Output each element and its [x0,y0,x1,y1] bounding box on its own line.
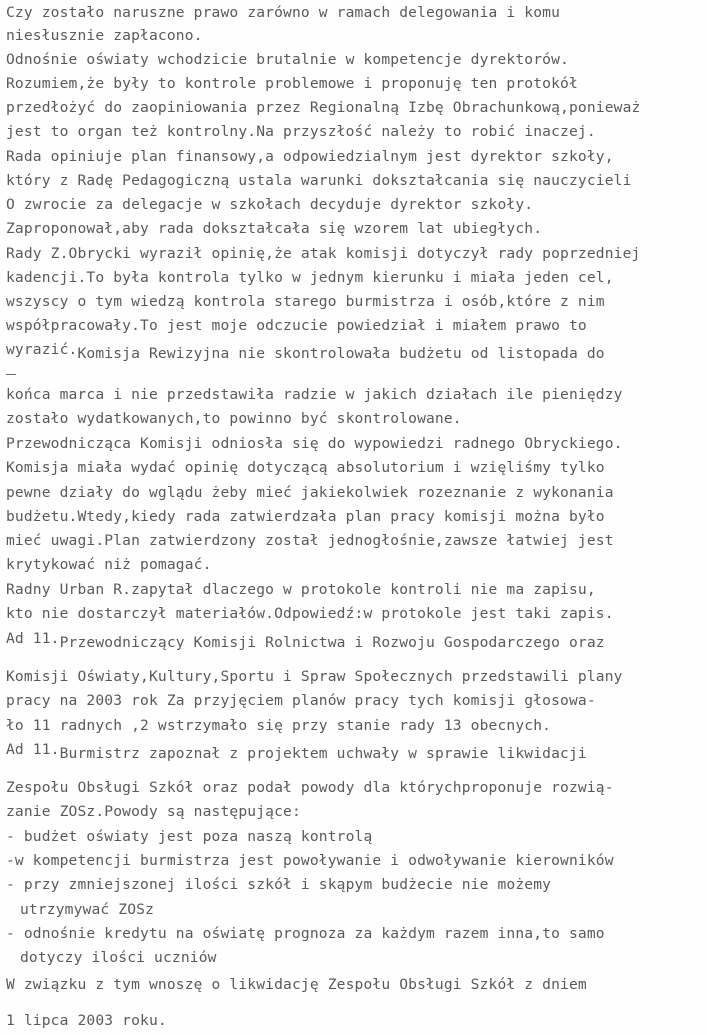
text-line: budżetu.Wtedy,kiedy rada zatwierdzała plan pracy komisji można było [6,508,605,525]
list-item: - budżet oświaty jest poza naszą kontrolą [6,828,373,845]
list-item: - odnośnie kredytu na oświatę prognoza za każdym razem inna,to samo [6,925,605,942]
text-line: który z Radę Pedagogiczną ustala warunki dokształcania się nauczycieli [6,172,632,189]
text-line: końca marca i nie przedstawiła radzie w jakich działach ile pieniędzy [6,386,623,403]
list-item: -w kompetencji burmistrza jest powoływanie i odwoływanie kierowników [6,852,614,869]
agenda-item-ad-11 [6,630,605,651]
text-line: zostało wydatkowanych,to powinno być skontrolowane. [6,410,462,427]
text-line: mieć uwagi.Plan zatwierdzony został jednogłośnie,zawsze łatwiej jest [6,532,614,549]
text-line: kto nie dostarczył materiałów.Odpowiedź:w protokole jest taki zapis. [6,605,614,622]
text-line: współpracowały.To jest moje odczucie powiedział i miałem prawo to [6,317,587,334]
typed-dash-mark [6,374,16,375]
text-line: W związku z tym wnoszę o likwidację Zespołu Obsługi Szkół z dniem [6,976,587,993]
text-line: Rady Z.Obrycki wyraził opinię,że atak komisji dotyczył rady poprzedniej [6,245,641,262]
text-line: Rozumiem,że były to kontrole problemowe i proponuję ten protokół [6,75,578,92]
text-line: jest to organ też kontrolny.Na przyszłość należy to robić inaczej. [6,123,596,140]
text-line: pewne działy do wglądu żeby mieć jakiekolwiek rozeznanie z wykonania [6,484,614,501]
text-line: Komisja miała wydać opinię dotyczącą absolutorium i wzięliśmy tylko [6,459,605,476]
text-line: wszyscy o tym wiedzą kontrola starego burmistrza i osób,które z nim [6,293,605,310]
agenda-label: Ad 11. [6,630,60,647]
text-line: przedłożyć do zaopiniowania przez Regionalną Izbę Obrachunkową,ponieważ [6,99,641,116]
text-line: Czy zostało naruszne prawo zarówno w ramach delegowania i komu [6,4,561,21]
line-tail: Komisja Rewizyjna nie skontrolowała budżetu od listopada do [77,345,605,362]
list-item-continuation: dotyczy ilości uczniów [20,949,217,966]
agenda-text: Burmistrz zapoznał z projektem uchwały w sprawie likwidacji [59,745,587,762]
text-line-split [6,341,605,362]
line-head: wyrazić. [6,341,78,358]
text-line: kadencji.To była kontrola tylko w jednym kierunku i miała jeden cel, [6,269,614,286]
text-line: Rada opiniuje plan finansowy,a odpowiedzialnym jest dyrektor szkoły, [6,148,614,165]
list-item-continuation: utrzymywać ZOSz [20,901,155,918]
list-item: - przy zmniejszonej ilości szkół i skąpym budżecie nie możemy [6,876,552,893]
text-line: Zespołu Obsługi Szkół oraz podał powody dla którychproponuje rozwią- [6,779,614,796]
agenda-text: Przewodniczący Komisji Rolnictwa i Rozwoju Gospodarczego oraz [59,634,605,651]
agenda-label: Ad 11. [6,741,60,758]
text-line: zanie ZOSz.Powody są następujące: [6,803,301,820]
text-line: Komisji Oświaty,Kultury,Sportu i Spraw Społecznych przedstawili plany [6,668,623,685]
text-line: O zwrocie za delegacje w szkołach decyduje dyrektor szkoły. [6,196,534,213]
text-line: Przewodnicząca Komisji odniosła się do wypowiedzi radnego Obryckiego. [6,435,623,452]
text-line: pracy na 2003 rok Za przyjęciem planów pracy tych komisji głosowa- [6,692,596,709]
text-line: niesłusznie zapłacono. [6,27,203,44]
text-line: Radny Urban R.zapytał dlaczego w protokole kontroli nie ma zapisu, [6,581,596,598]
text-line: krytykować niż pomagać. [6,556,212,573]
agenda-item-ad-11 [6,741,587,762]
text-line: Odnośnie oświaty wchodzicie brutalnie w kompetencje dyrektorów. [6,51,569,68]
text-line: 1 lipca 2003 roku. [6,1012,167,1029]
text-line: ło 11 radnych ,2 wstrzymało się przy stanie rady 13 obecnych. [6,717,552,734]
text-line: Zaproponował,aby rada dokształcała się wzorem lat ubiegłych. [6,220,543,237]
